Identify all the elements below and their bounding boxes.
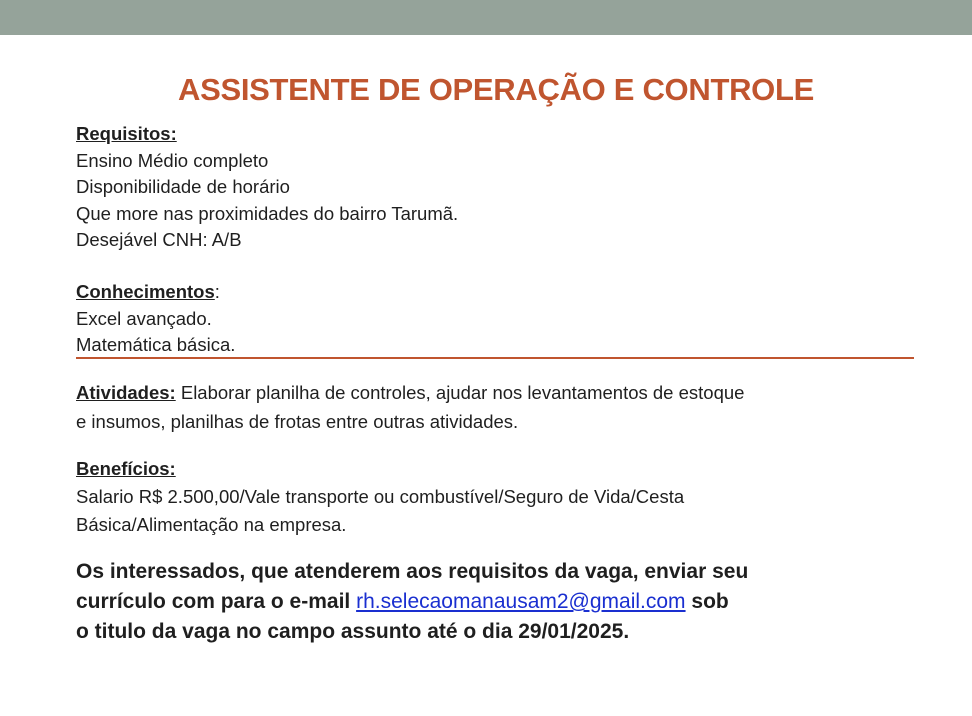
conhecimento-item: Matemática básica. (76, 334, 236, 355)
requisito-item: Ensino Médio completo (76, 149, 269, 171)
requisito-item: Disponibilidade de horário (76, 176, 290, 197)
top-bar (0, 0, 972, 35)
section-divider (76, 357, 914, 359)
email-link[interactable]: rh.selecaomanausam2@gmail.com (356, 590, 686, 613)
atividades-heading: Atividades: (76, 382, 176, 403)
beneficios-heading: Benefícios: (76, 458, 176, 479)
instructions-line2-before: currículo com para o e-mail (76, 590, 357, 613)
instructions-line3: o titulo da vaga no campo assunto até o dia 29/01/2025. (76, 620, 630, 643)
atividades-text-line1: Elaborar planilha de controles, ajudar nos levantamentos de estoque (175, 382, 745, 403)
conhecimentos-colon: : (214, 281, 220, 302)
atividades-section (76, 378, 876, 436)
requisito-item: Desejável CNH: A/B (76, 229, 242, 250)
requisitos-section (76, 121, 458, 254)
conhecimentos-section (76, 279, 235, 359)
atividades-text-line2: e insumos, planilhas de frotas entre outras atividades. (76, 411, 519, 432)
requisitos-heading: Requisitos: (76, 123, 177, 144)
instructions-line2-after: sob (685, 590, 729, 613)
beneficios-text-line2: Básica/Alimentação na empresa. (76, 514, 347, 535)
beneficios-section (76, 455, 684, 539)
conhecimentos-heading: Conhecimentos (76, 281, 215, 302)
requisito-item: Que more nas proximidades do bairro Tarumã. (76, 202, 459, 224)
page-title: ASSISTENTE DE OPERAÇÃO E CONTROLE (178, 72, 814, 107)
instructions-line1: Os interessados, que atenderem aos requisitos da vaga, enviar seu (76, 560, 749, 583)
beneficios-text-line1: Salario R$ 2.500,00/Vale transporte ou combustível/Seguro de Vida/Cesta (76, 486, 685, 507)
conhecimento-item: Excel avançado. (76, 307, 212, 329)
application-instructions (76, 557, 876, 647)
